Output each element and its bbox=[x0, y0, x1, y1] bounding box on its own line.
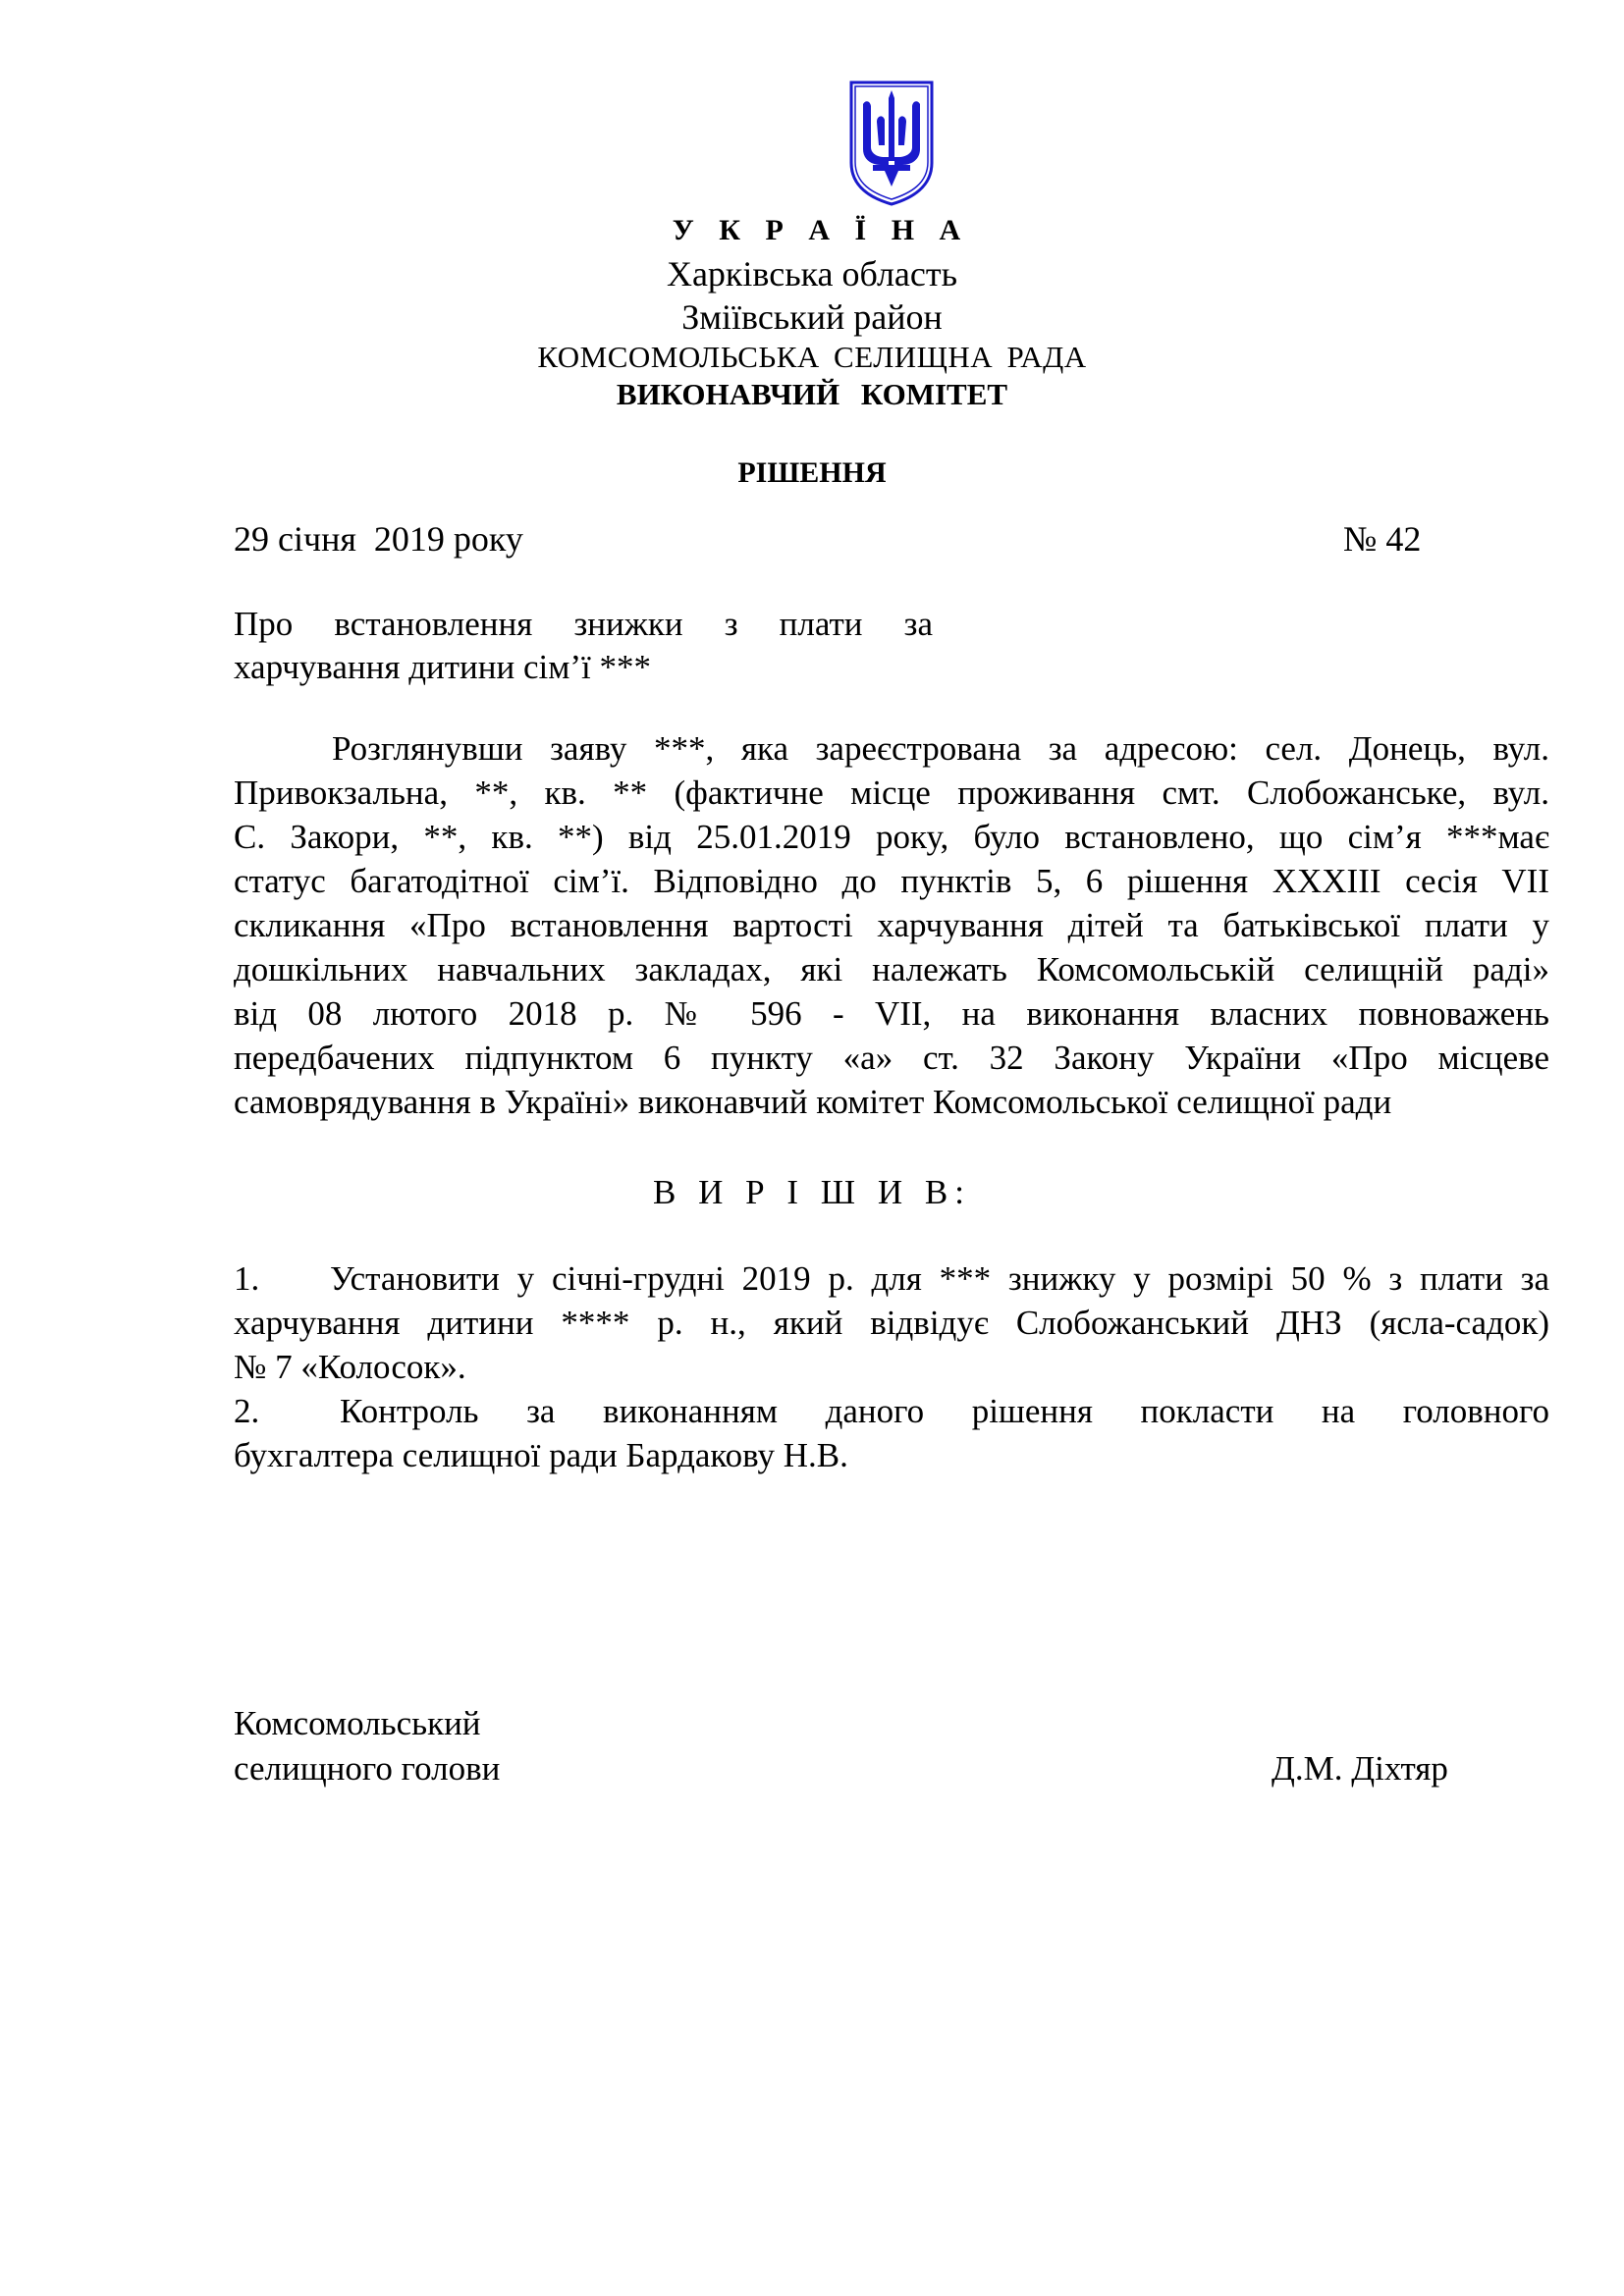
preamble-line: дошкільних навчальних закладах, які належать Комсомольській селищній раді» bbox=[234, 950, 1549, 988]
subject-line: Про встановлення знижки з плати за bbox=[234, 605, 933, 643]
preamble-paragraph bbox=[234, 726, 1549, 1124]
item-text: Контроль за виконанням даного рішення покласти на головного bbox=[340, 1392, 1549, 1430]
preamble-line: статус багатодітної сім’ї. Відповідно до пунктів 5, 6 рішення ХХХІІІ сесія VII bbox=[234, 862, 1549, 900]
preamble-line: скликання «Про встановлення вартості харчування дітей та батьківської плати у bbox=[234, 906, 1549, 944]
decision-items bbox=[234, 1256, 1549, 1477]
decision-number: № 42 bbox=[1343, 519, 1422, 559]
region-name: Харківська область bbox=[666, 254, 958, 294]
item-number: 2. bbox=[234, 1392, 260, 1430]
list-item bbox=[234, 1256, 1549, 1301]
list-item bbox=[234, 1389, 1549, 1433]
signatory-title-line: Комсомольський bbox=[234, 1704, 481, 1742]
preamble-line: самоврядування в Україні» виконавчий комітет Комсомольської селищної ради bbox=[234, 1083, 1392, 1121]
council-name: КОМСОМОЛЬСЬКА СЕЛИЩНА РАДА bbox=[537, 340, 1087, 374]
item-text-line: № 7 «Колосок». bbox=[234, 1348, 466, 1386]
decided-heading: В И Р І Ш И В: bbox=[653, 1173, 971, 1211]
trident-coat-of-arms-icon bbox=[845, 77, 938, 208]
preamble-line: Розглянувши заяву ***, яка зареєстрована за адресою: сел. Донець, вул. bbox=[332, 729, 1549, 768]
preamble-line: від 08 лютого 2018 р. № 596 - VII, на виконання власних повноважень bbox=[234, 994, 1549, 1033]
item-number: 1. bbox=[234, 1259, 260, 1298]
signatory-title-line: селищного голови bbox=[234, 1749, 501, 1788]
country-name: У К Р А Ї Н А bbox=[672, 214, 970, 246]
document-type-title: РІШЕННЯ bbox=[737, 456, 887, 489]
signatory-name: Д.М. Діхтяр bbox=[1272, 1749, 1448, 1788]
item-text-line: харчування дитини **** р. н., який відвідує Слобожанський ДНЗ (ясла-садок) bbox=[234, 1304, 1549, 1342]
decision-date: 29 січня 2019 року bbox=[234, 519, 523, 559]
preamble-line: передбачених підпунктом 6 пункту «а» ст. 32 Закону України «Про місцеве bbox=[234, 1039, 1549, 1077]
decision-subject bbox=[234, 603, 933, 689]
item-text: Установити у січні-грудні 2019 р. для *** знижку у розмірі 50 % з плати за bbox=[330, 1259, 1549, 1298]
preamble-line: С. Закори, **, кв. **) від 25.01.2019 року, було встановлено, що сім’я ***має bbox=[234, 818, 1549, 856]
committee-name: ВИКОНАВЧИЙ КОМІТЕТ bbox=[616, 377, 1008, 411]
district-name: Зміївський район bbox=[681, 297, 943, 337]
preamble-line: Привокзальна, **, кв. ** (фактичне місце проживання смт. Слобожанське, вул. bbox=[234, 774, 1549, 812]
subject-line: харчування дитини сім’ї *** bbox=[234, 648, 652, 686]
signatory-title bbox=[234, 1701, 500, 1791]
item-text-line: бухгалтера селищної ради Бардакову Н.В. bbox=[234, 1436, 848, 1474]
